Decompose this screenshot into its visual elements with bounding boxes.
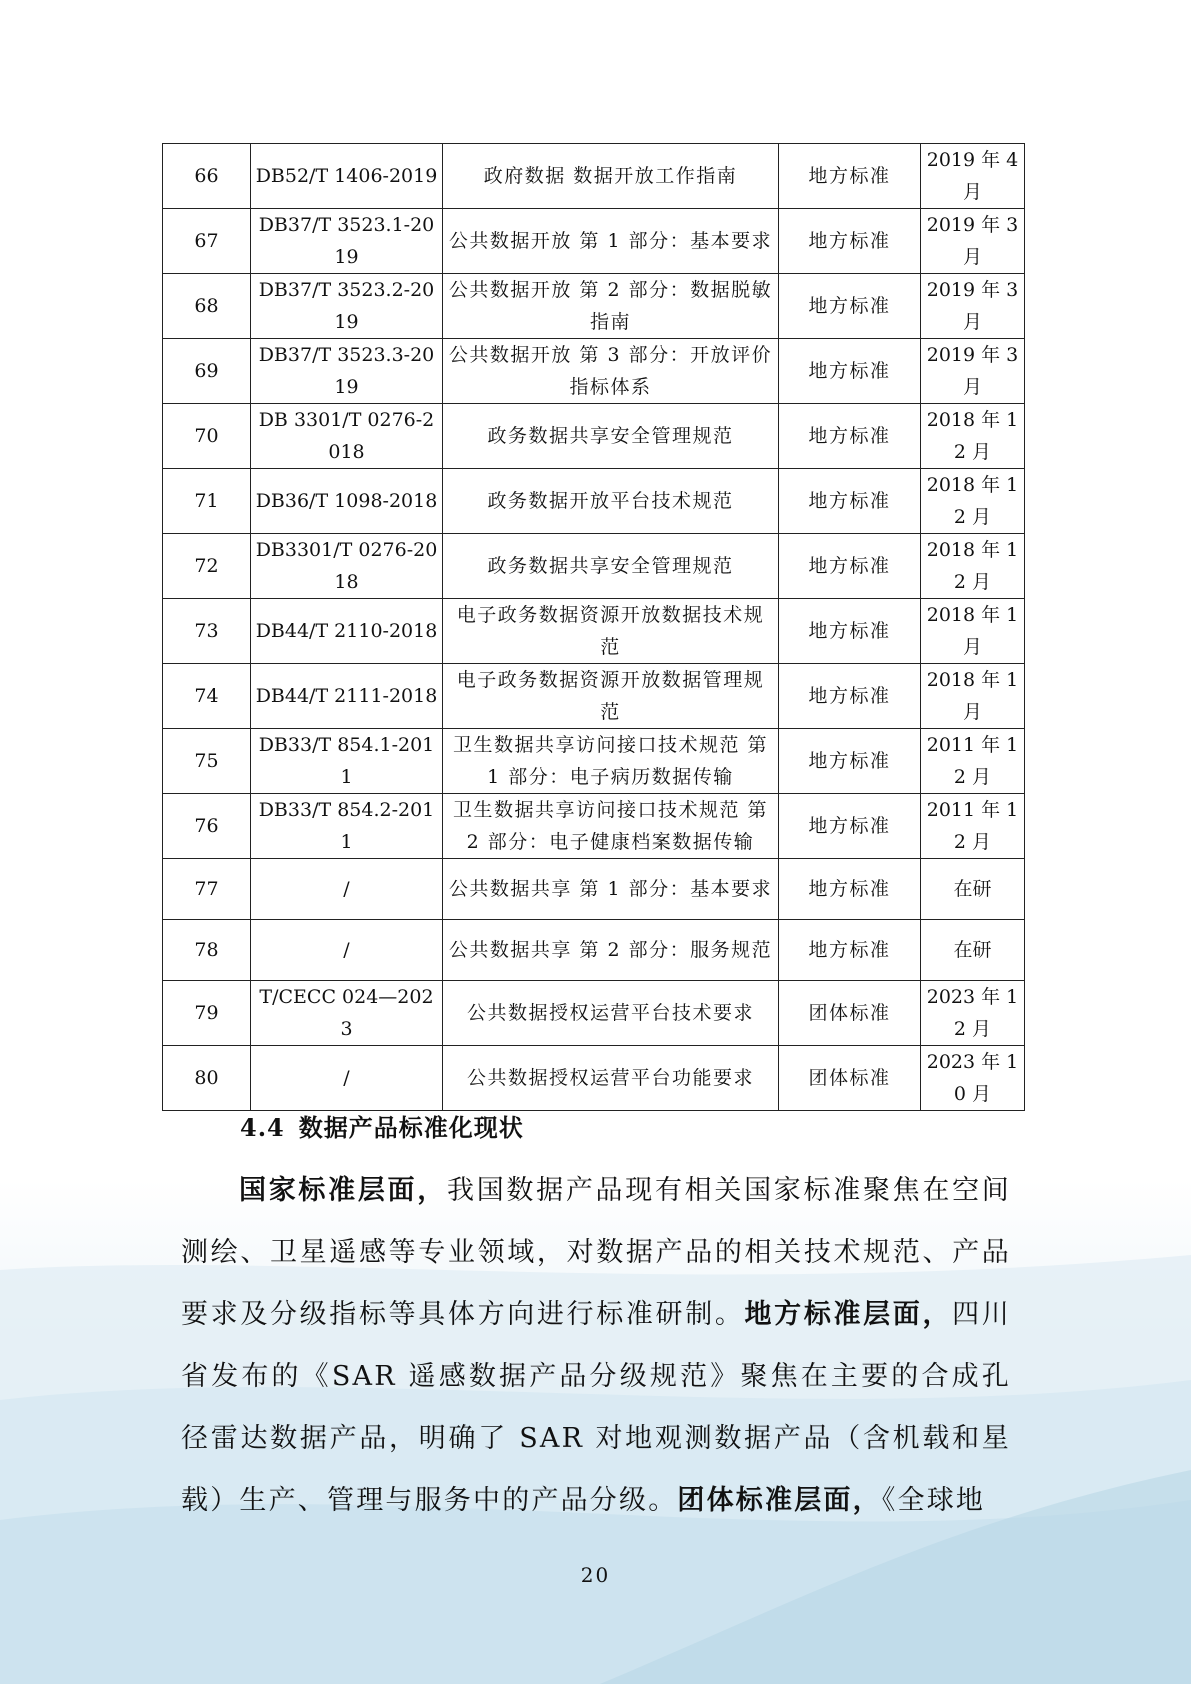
table-row [163,469,1025,534]
table-row [163,981,1025,1046]
release-date-cell: 2023 年 10 月 [921,1046,1025,1111]
table-row [163,534,1025,599]
standard-name-cell: 电子政务数据资源开放数据技术规范 [443,599,779,664]
table-row [163,599,1025,664]
standard-code-cell: DB3301/T 0276-2018 [251,534,443,599]
release-date-cell: 在研 [921,920,1025,981]
row-number-cell: 72 [163,534,251,599]
release-date-cell: 在研 [921,859,1025,920]
release-date-cell: 2019 年 3 月 [921,339,1025,404]
standard-code-cell: DB44/T 2110-2018 [251,599,443,664]
standard-type-cell: 地方标准 [779,920,921,981]
table-row [163,144,1025,209]
standard-name-cell: 公共数据开放 第 3 部分：开放评价指标体系 [443,339,779,404]
row-number-cell: 68 [163,274,251,339]
body-paragraph [181,1160,1011,1532]
standard-type-cell: 团体标准 [779,981,921,1046]
standard-type-cell: 地方标准 [779,209,921,274]
national-standard-lead: 国家标准层面， [239,1175,447,1206]
standard-type-cell: 团体标准 [779,1046,921,1111]
standards-table-body [163,144,1025,1111]
row-number-cell: 74 [163,664,251,729]
standard-code-cell: DB36/T 1098-2018 [251,469,443,534]
row-number-cell: 77 [163,859,251,920]
standard-type-cell: 地方标准 [779,469,921,534]
row-number-cell: 80 [163,1046,251,1111]
table-row [163,1046,1025,1111]
release-date-cell: 2011 年 12 月 [921,729,1025,794]
row-number-cell: 78 [163,920,251,981]
standard-name-cell: 公共数据共享 第 1 部分：基本要求 [443,859,779,920]
paragraph-text-2: 四川省发布的《SAR 遥感数据产品分级规范》聚焦在主要的合成孔径雷达数据产品，明确了 SAR 对地观测数据产品（含机载和星载）生产、管理与服务中的产品分级。 [181,1299,1011,1516]
standard-type-cell: 地方标准 [779,599,921,664]
table-row [163,664,1025,729]
table-row [163,920,1025,981]
standard-name-cell: 公共数据开放 第 1 部分：基本要求 [443,209,779,274]
standard-code-cell: DB44/T 2111-2018 [251,664,443,729]
release-date-cell: 2018 年 1 月 [921,664,1025,729]
table-row [163,274,1025,339]
standard-name-cell: 政务数据共享安全管理规范 [443,534,779,599]
standard-name-cell: 电子政务数据资源开放数据管理规范 [443,664,779,729]
standard-name-cell: 卫生数据共享访问接口技术规范 第 2 部分：电子健康档案数据传输 [443,794,779,859]
section-heading [240,1108,524,1143]
local-standard-lead: 地方标准层面， [744,1299,953,1330]
paragraph-text-3: 《全球地 [881,1485,986,1516]
standard-name-cell: 政务数据共享安全管理规范 [443,404,779,469]
standard-type-cell: 地方标准 [779,274,921,339]
standard-name-cell: 政务数据开放平台技术规范 [443,469,779,534]
group-standard-lead: 团体标准层面， [677,1485,882,1516]
paragraph-text-1: 我国数据产品现有相关国家标准聚焦在空间测绘、卫星遥感等专业领域，对数据产品的相关技术规范、产品要求及分级指标等具体方向进行标准研制。 [181,1175,1011,1330]
standard-name-cell: 公共数据授权运营平台技术要求 [443,981,779,1046]
standard-name-cell: 公共数据授权运营平台功能要求 [443,1046,779,1111]
table-row [163,404,1025,469]
standard-type-cell: 地方标准 [779,144,921,209]
standard-type-cell: 地方标准 [779,664,921,729]
table-row [163,209,1025,274]
row-number-cell: 76 [163,794,251,859]
row-number-cell: 75 [163,729,251,794]
release-date-cell: 2011 年 12 月 [921,794,1025,859]
standards-table [162,143,1025,1111]
table-row [163,794,1025,859]
standard-name-cell: 政府数据 数据开放工作指南 [443,144,779,209]
standard-code-cell: DB37/T 3523.1-2019 [251,209,443,274]
release-date-cell: 2018 年 12 月 [921,469,1025,534]
standard-name-cell: 公共数据共享 第 2 部分：服务规范 [443,920,779,981]
table-row [163,859,1025,920]
row-number-cell: 79 [163,981,251,1046]
standard-type-cell: 地方标准 [779,729,921,794]
standard-code-cell: DB 3301/T 0276-2018 [251,404,443,469]
standard-code-cell: DB37/T 3523.2-2019 [251,274,443,339]
section-number: 4.4 [240,1113,285,1142]
row-number-cell: 73 [163,599,251,664]
standard-type-cell: 地方标准 [779,534,921,599]
standard-type-cell: 地方标准 [779,794,921,859]
section-title: 数据产品标准化现状 [298,1113,524,1142]
row-number-cell: 69 [163,339,251,404]
table-row [163,339,1025,404]
standard-type-cell: 地方标准 [779,859,921,920]
standard-code-cell: / [251,859,443,920]
standard-type-cell: 地方标准 [779,404,921,469]
row-number-cell: 71 [163,469,251,534]
release-date-cell: 2019 年 4 月 [921,144,1025,209]
standard-code-cell: / [251,920,443,981]
row-number-cell: 70 [163,404,251,469]
release-date-cell: 2018 年 12 月 [921,534,1025,599]
standard-code-cell: T/CECC 024—2023 [251,981,443,1046]
table-row [163,729,1025,794]
release-date-cell: 2019 年 3 月 [921,209,1025,274]
standard-code-cell: DB33/T 854.1-2011 [251,729,443,794]
release-date-cell: 2023 年 12 月 [921,981,1025,1046]
release-date-cell: 2018 年 1 月 [921,599,1025,664]
standard-name-cell: 公共数据开放 第 2 部分：数据脱敏指南 [443,274,779,339]
page-number: 20 [580,1563,611,1587]
standard-code-cell: DB33/T 854.2-2011 [251,794,443,859]
standard-code-cell: DB52/T 1406-2019 [251,144,443,209]
standard-code-cell: / [251,1046,443,1111]
standard-name-cell: 卫生数据共享访问接口技术规范 第 1 部分：电子病历数据传输 [443,729,779,794]
standard-type-cell: 地方标准 [779,339,921,404]
release-date-cell: 2018 年 12 月 [921,404,1025,469]
standard-code-cell: DB37/T 3523.3-2019 [251,339,443,404]
row-number-cell: 67 [163,209,251,274]
release-date-cell: 2019 年 3 月 [921,274,1025,339]
row-number-cell: 66 [163,144,251,209]
